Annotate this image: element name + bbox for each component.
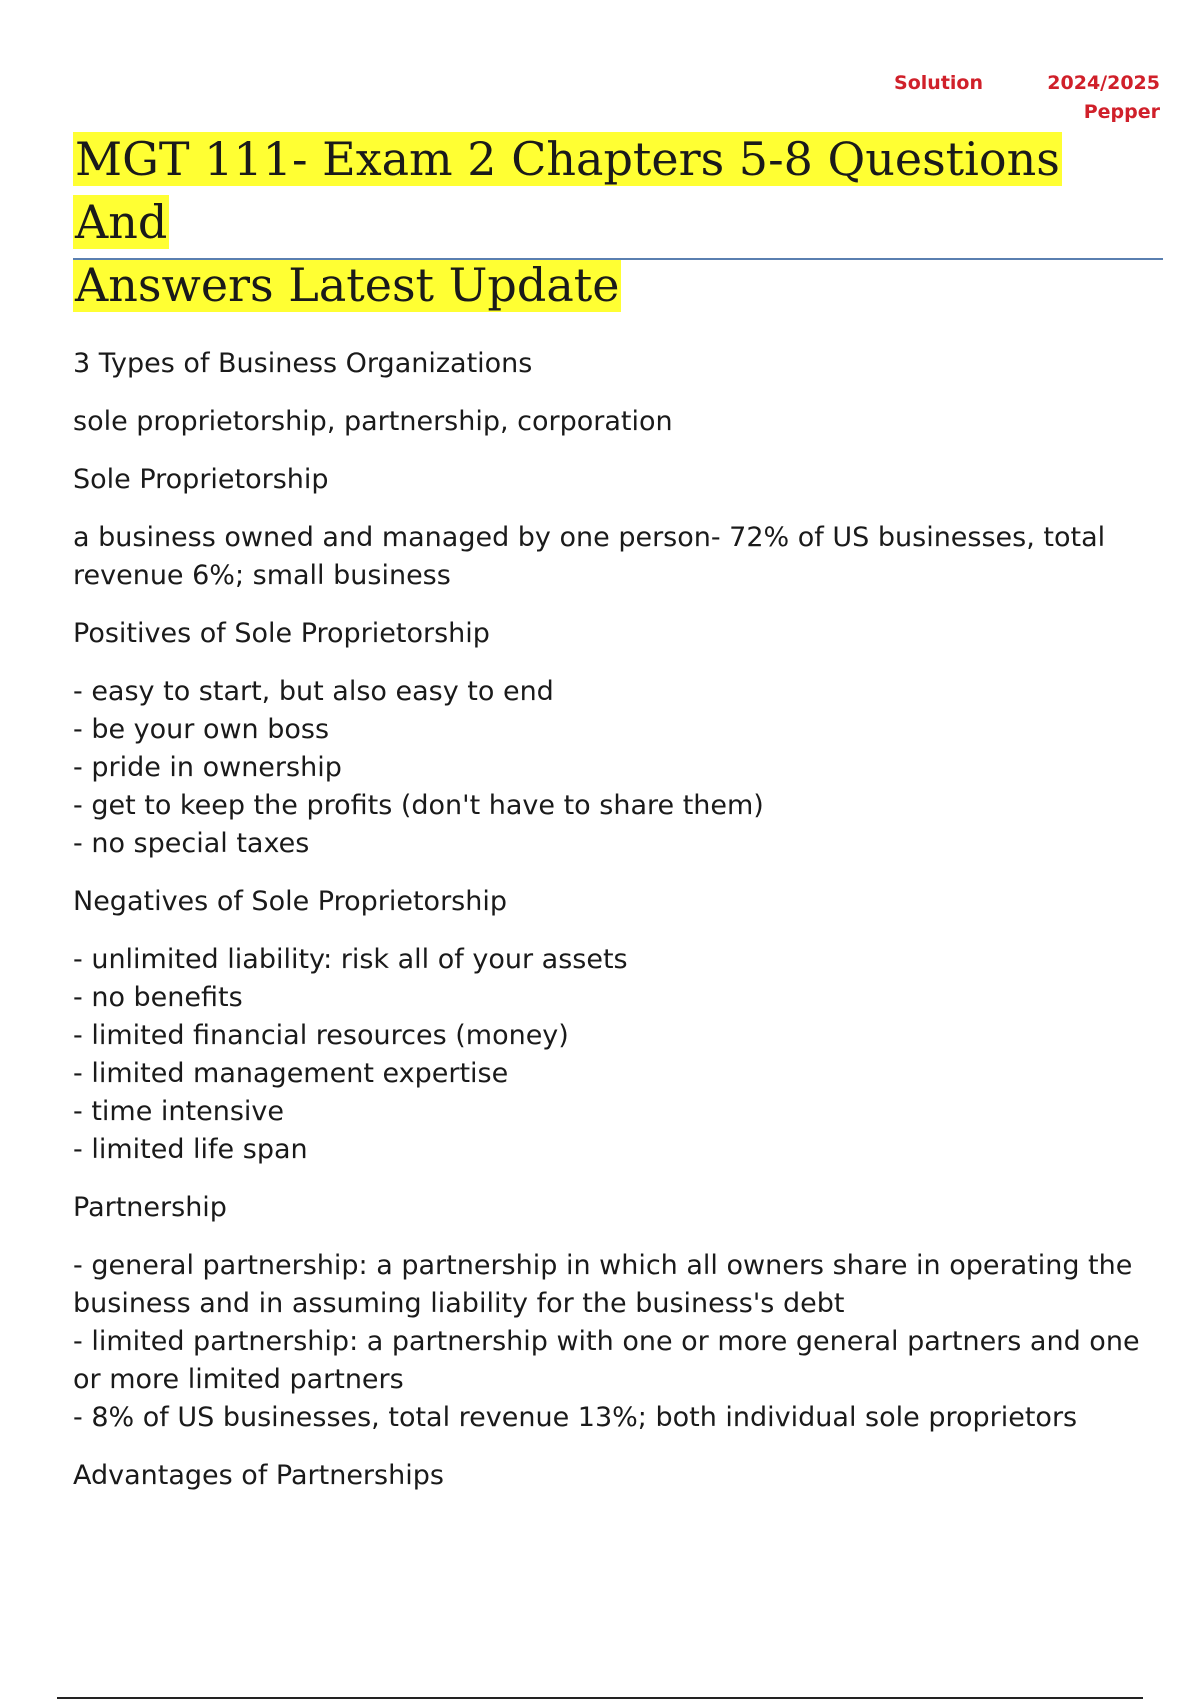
- answer-partnership: [73, 1247, 1163, 1437]
- list-item: - pride in ownership: [73, 752, 342, 783]
- list-item: - 8% of US businesses, total revenue 13%; both individual sole proprietors: [73, 1402, 1078, 1433]
- list-item: - limited financial resources (money): [73, 1020, 569, 1051]
- document-title-block: [73, 128, 1163, 317]
- list-item: - time intensive: [73, 1096, 284, 1127]
- author-label: Pepper: [1083, 101, 1160, 123]
- answer-negatives-sole-proprietorship: [73, 941, 1163, 1169]
- answer-sole-proprietorship: a business owned and managed by one person- 72% of US businesses, total revenue 6%; small business: [73, 522, 1106, 591]
- title-line-2: Answers Latest Update: [75, 258, 620, 312]
- list-item: - general partnership: a partnership in which all owners share in operating the business and in assuming liability for the business's debt: [73, 1250, 1133, 1319]
- page-bottom-divider: [57, 1697, 1143, 1699]
- question-business-types: 3 Types of Business Organizations: [73, 348, 533, 379]
- answer-business-types: sole proprietorship, partnership, corporation: [73, 406, 673, 437]
- list-item: - be your own boss: [73, 714, 330, 745]
- question-partnership: Partnership: [73, 1192, 227, 1223]
- document-body: [73, 345, 1163, 1515]
- list-item: - limited life span: [73, 1134, 308, 1165]
- document-header-tags: [800, 72, 1160, 132]
- list-item: - limited management expertise: [73, 1058, 509, 1089]
- document-title: [73, 128, 1163, 317]
- year-label: 2024/2025: [1047, 72, 1160, 94]
- list-item: - unlimited liability: risk all of your assets: [73, 944, 628, 975]
- answer-positives-sole-proprietorship: [73, 673, 1163, 863]
- list-item: - easy to start, but also easy to end: [73, 676, 554, 707]
- title-underline-divider: [73, 258, 1163, 260]
- question-positives-sole-proprietorship: Positives of Sole Proprietorship: [73, 618, 490, 649]
- list-item: - limited partnership: a partnership with one or more general partners and one or more limited partners: [73, 1326, 1140, 1395]
- question-sole-proprietorship: Sole Proprietorship: [73, 464, 329, 495]
- list-item: - no special taxes: [73, 828, 310, 859]
- question-negatives-sole-proprietorship: Negatives of Sole Proprietorship: [73, 886, 507, 917]
- list-item: - no benefits: [73, 982, 243, 1013]
- solution-label: Solution: [894, 72, 983, 94]
- question-advantages-partnerships: Advantages of Partnerships: [73, 1460, 444, 1491]
- list-item: - get to keep the profits (don't have to share them): [73, 790, 764, 821]
- title-line-1: MGT 111- Exam 2 Chapters 5-8 Questions And: [75, 132, 1060, 249]
